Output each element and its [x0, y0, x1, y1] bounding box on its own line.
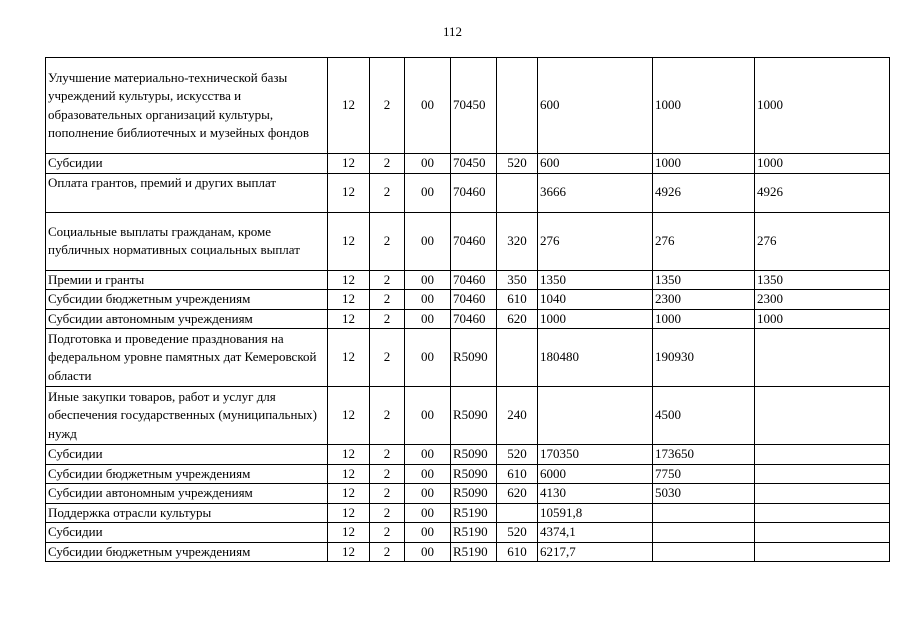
program-code: 00 [405, 503, 451, 523]
table-row [46, 212, 890, 270]
expense-type-code [497, 58, 538, 154]
target-code: 70450 [451, 154, 497, 174]
subsection-code: 2 [370, 523, 405, 543]
row-name: Субсидии автономным учреждениям [46, 484, 328, 504]
subsection-code: 2 [370, 445, 405, 465]
program-code: 00 [405, 270, 451, 290]
target-code: R5190 [451, 523, 497, 543]
section-code: 12 [328, 484, 370, 504]
amount-3 [755, 464, 890, 484]
program-code: 00 [405, 523, 451, 543]
amount-2: 276 [653, 212, 755, 270]
expense-type-code: 240 [497, 387, 538, 445]
amount-2: 1000 [653, 58, 755, 154]
expense-type-code [497, 173, 538, 212]
table-row [46, 484, 890, 504]
amount-3: 4926 [755, 173, 890, 212]
target-code: 70460 [451, 290, 497, 310]
amount-2: 2300 [653, 290, 755, 310]
program-code: 00 [405, 58, 451, 154]
target-code: 70460 [451, 309, 497, 329]
program-code: 00 [405, 309, 451, 329]
subsection-code: 2 [370, 212, 405, 270]
amount-3 [755, 329, 890, 387]
section-code: 12 [328, 154, 370, 174]
amount-3 [755, 387, 890, 445]
amount-1: 1040 [538, 290, 653, 310]
expense-type-code: 620 [497, 309, 538, 329]
amount-2: 7750 [653, 464, 755, 484]
table-row [46, 464, 890, 484]
table-row [46, 503, 890, 523]
program-code: 00 [405, 154, 451, 174]
amount-2: 190930 [653, 329, 755, 387]
subsection-code: 2 [370, 290, 405, 310]
subsection-code: 2 [370, 173, 405, 212]
target-code: R5090 [451, 484, 497, 504]
subsection-code: 2 [370, 58, 405, 154]
section-code: 12 [328, 270, 370, 290]
amount-2: 1000 [653, 154, 755, 174]
target-code: 70450 [451, 58, 497, 154]
section-code: 12 [328, 523, 370, 543]
amount-2: 1000 [653, 309, 755, 329]
amount-1: 170350 [538, 445, 653, 465]
amount-3: 1000 [755, 154, 890, 174]
amount-1: 1350 [538, 270, 653, 290]
target-code: 70460 [451, 212, 497, 270]
row-name: Субсидии [46, 445, 328, 465]
row-name: Улучшение материально-технической базы учреждений культуры, искусства и образовательных организаций культуры, пополнение библиотечных и музейных фондов [46, 58, 328, 154]
expense-type-code [497, 503, 538, 523]
section-code: 12 [328, 542, 370, 562]
row-name: Субсидии бюджетным учреждениям [46, 290, 328, 310]
row-name: Премии и гранты [46, 270, 328, 290]
row-name: Социальные выплаты гражданам, кроме публичных нормативных социальных выплат [46, 212, 328, 270]
amount-1 [538, 387, 653, 445]
section-code: 12 [328, 290, 370, 310]
amount-3: 1000 [755, 309, 890, 329]
row-name: Субсидии автономным учреждениям [46, 309, 328, 329]
program-code: 00 [405, 329, 451, 387]
expense-type-code: 320 [497, 212, 538, 270]
amount-2: 1350 [653, 270, 755, 290]
amount-1: 180480 [538, 329, 653, 387]
expense-type-code: 520 [497, 523, 538, 543]
amount-1: 4374,1 [538, 523, 653, 543]
program-code: 00 [405, 464, 451, 484]
amount-3 [755, 542, 890, 562]
amount-1: 1000 [538, 309, 653, 329]
amount-2: 4500 [653, 387, 755, 445]
section-code: 12 [328, 464, 370, 484]
amount-3: 1350 [755, 270, 890, 290]
amount-2 [653, 523, 755, 543]
amount-1: 600 [538, 154, 653, 174]
target-code: R5090 [451, 445, 497, 465]
expense-type-code: 520 [497, 154, 538, 174]
amount-1: 6000 [538, 464, 653, 484]
amount-1: 10591,8 [538, 503, 653, 523]
row-name: Субсидии [46, 154, 328, 174]
expense-type-code: 610 [497, 290, 538, 310]
section-code: 12 [328, 309, 370, 329]
expense-type-code: 610 [497, 542, 538, 562]
amount-2 [653, 503, 755, 523]
amount-3: 2300 [755, 290, 890, 310]
budget-table [45, 57, 890, 562]
target-code: R5090 [451, 464, 497, 484]
program-code: 00 [405, 173, 451, 212]
expense-type-code: 610 [497, 464, 538, 484]
row-name: Подготовка и проведение празднования на федеральном уровне памятных дат Кемеровской области [46, 329, 328, 387]
expense-type-code: 520 [497, 445, 538, 465]
amount-1: 276 [538, 212, 653, 270]
program-code: 00 [405, 212, 451, 270]
program-code: 00 [405, 387, 451, 445]
program-code: 00 [405, 484, 451, 504]
table-row [46, 58, 890, 154]
subsection-code: 2 [370, 329, 405, 387]
amount-1: 4130 [538, 484, 653, 504]
target-code: R5190 [451, 503, 497, 523]
table-row [46, 329, 890, 387]
amount-3: 276 [755, 212, 890, 270]
target-code: 70460 [451, 173, 497, 212]
table-row [46, 542, 890, 562]
subsection-code: 2 [370, 270, 405, 290]
section-code: 12 [328, 445, 370, 465]
row-name: Субсидии бюджетным учреждениям [46, 542, 328, 562]
program-code: 00 [405, 542, 451, 562]
target-code: R5090 [451, 387, 497, 445]
amount-3 [755, 445, 890, 465]
amount-3 [755, 484, 890, 504]
subsection-code: 2 [370, 309, 405, 329]
table-row [46, 154, 890, 174]
table-row [46, 290, 890, 310]
amount-3: 1000 [755, 58, 890, 154]
subsection-code: 2 [370, 503, 405, 523]
target-code: 70460 [451, 270, 497, 290]
table-row [46, 309, 890, 329]
section-code: 12 [328, 173, 370, 212]
table-row [46, 270, 890, 290]
amount-2 [653, 542, 755, 562]
row-name: Иные закупки товаров, работ и услуг для обеспечения государственных (муниципальных) нужд [46, 387, 328, 445]
subsection-code: 2 [370, 542, 405, 562]
table-row [46, 523, 890, 543]
table-row [46, 445, 890, 465]
table-row [46, 387, 890, 445]
target-code: R5190 [451, 542, 497, 562]
amount-1: 6217,7 [538, 542, 653, 562]
subsection-code: 2 [370, 387, 405, 445]
row-name: Оплата грантов, премий и других выплат [46, 173, 328, 212]
row-name: Поддержка отрасли культуры [46, 503, 328, 523]
section-code: 12 [328, 58, 370, 154]
amount-2: 5030 [653, 484, 755, 504]
program-code: 00 [405, 290, 451, 310]
subsection-code: 2 [370, 484, 405, 504]
expense-type-code: 350 [497, 270, 538, 290]
section-code: 12 [328, 387, 370, 445]
amount-3 [755, 523, 890, 543]
program-code: 00 [405, 445, 451, 465]
section-code: 12 [328, 212, 370, 270]
subsection-code: 2 [370, 154, 405, 174]
subsection-code: 2 [370, 464, 405, 484]
amount-2: 4926 [653, 173, 755, 212]
section-code: 12 [328, 503, 370, 523]
amount-3 [755, 503, 890, 523]
row-name: Субсидии бюджетным учреждениям [46, 464, 328, 484]
amount-1: 600 [538, 58, 653, 154]
amount-1: 3666 [538, 173, 653, 212]
expense-type-code [497, 329, 538, 387]
target-code: R5090 [451, 329, 497, 387]
amount-2: 173650 [653, 445, 755, 465]
table-row [46, 173, 890, 212]
row-name: Субсидии [46, 523, 328, 543]
expense-type-code: 620 [497, 484, 538, 504]
section-code: 12 [328, 329, 370, 387]
page-number: 112 [442, 24, 463, 39]
